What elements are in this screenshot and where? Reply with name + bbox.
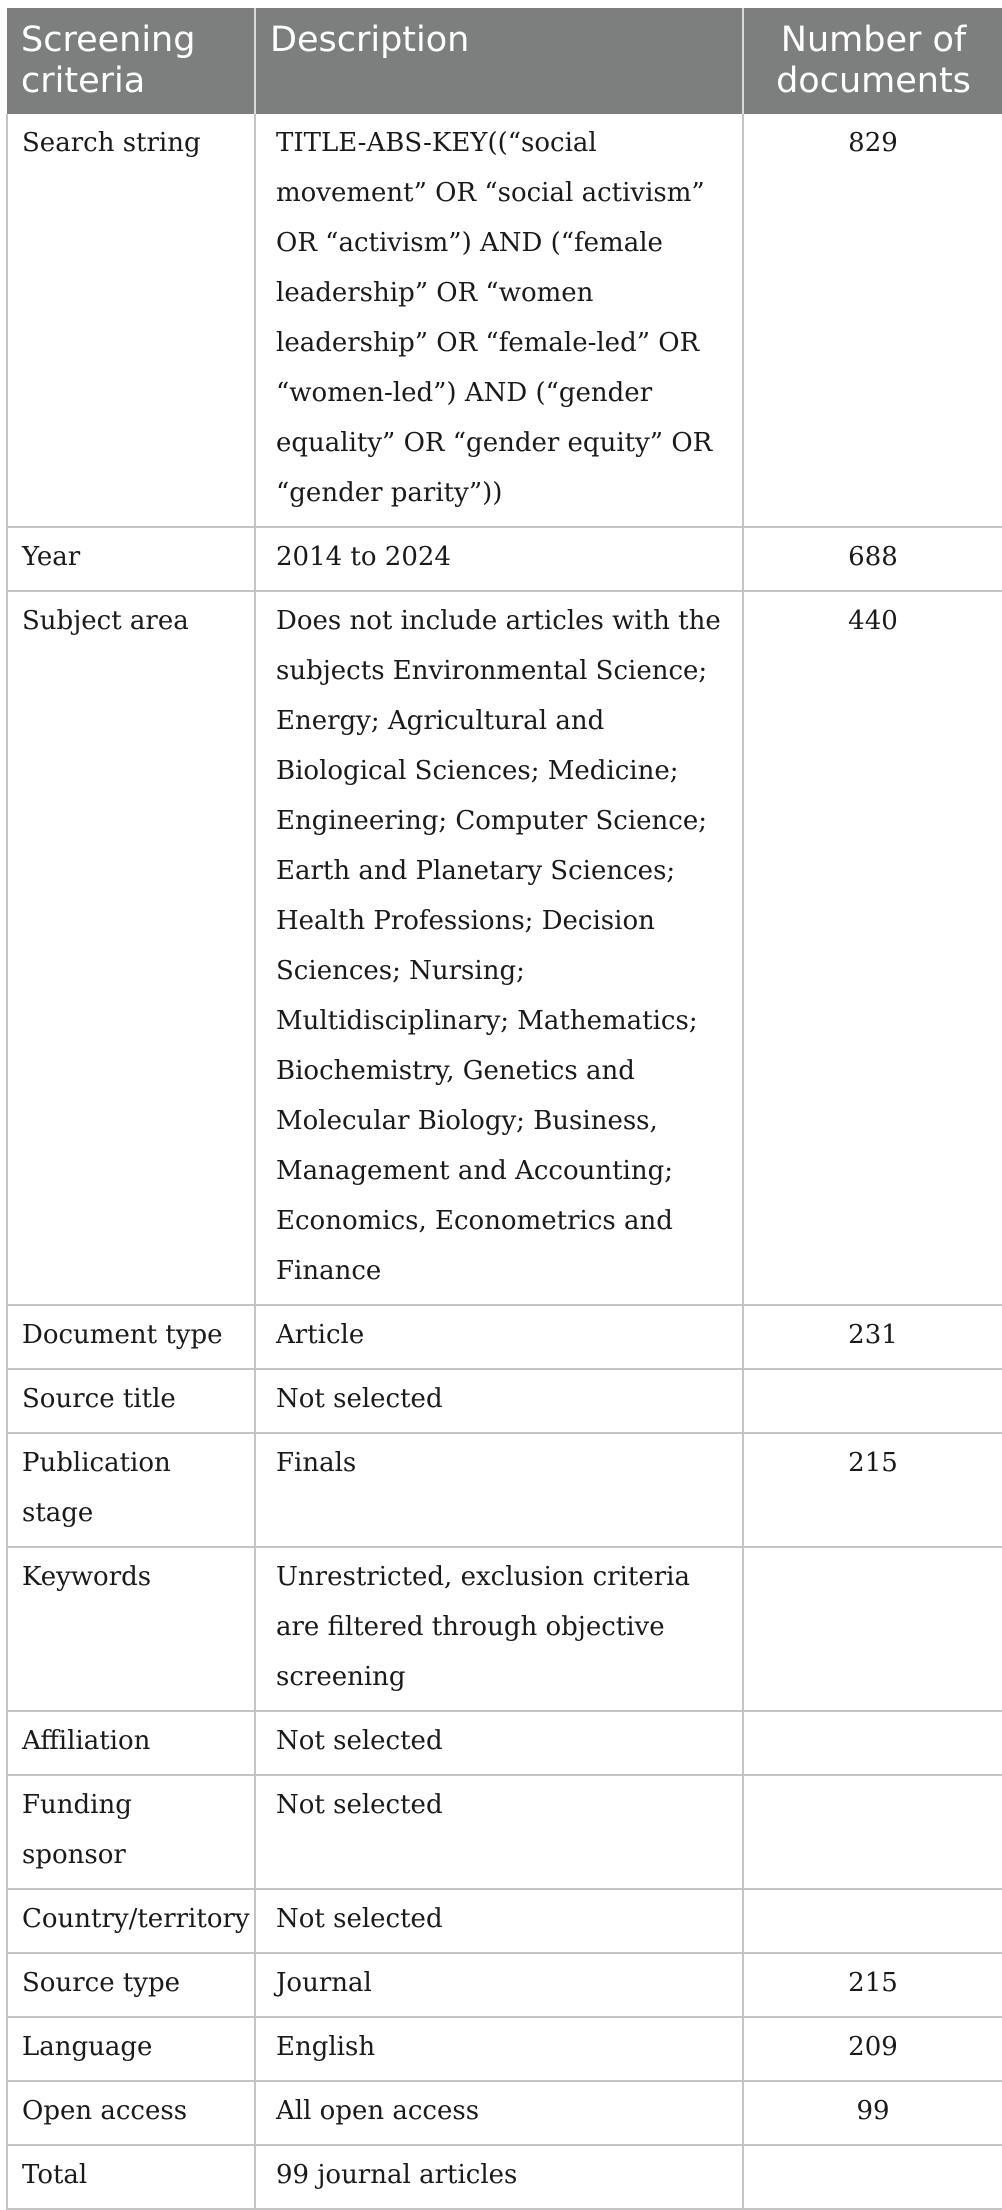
criteria-cell: Source title	[7, 1369, 255, 1433]
count-cell: 215	[743, 1953, 1002, 2017]
description-cell: 2014 to 2024	[255, 527, 743, 591]
description-cell: Not selected	[255, 1775, 743, 1889]
description-cell: English	[255, 2017, 743, 2081]
count-cell	[743, 1711, 1002, 1775]
table-row	[7, 1305, 1002, 1369]
description-cell: Not selected	[255, 1369, 743, 1433]
count-cell: 829	[743, 114, 1002, 527]
table-row	[7, 114, 1002, 527]
screening-table-container	[6, 8, 1002, 2210]
criteria-cell: Open access	[7, 2081, 255, 2145]
count-cell: 215	[743, 1433, 1002, 1547]
count-cell	[743, 1775, 1002, 1889]
criteria-cell: Source type	[7, 1953, 255, 2017]
criteria-cell: Affiliation	[7, 1711, 255, 1775]
header-row	[7, 8, 1002, 114]
table-row	[7, 1433, 1002, 1547]
count-cell: 99	[743, 2081, 1002, 2145]
table-row	[7, 1775, 1002, 1889]
criteria-cell: Keywords	[7, 1547, 255, 1711]
criteria-cell: Subject area	[7, 591, 255, 1305]
table-row	[7, 1889, 1002, 1953]
table-row	[7, 1547, 1002, 1711]
table-row	[7, 591, 1002, 1305]
table-row	[7, 1953, 1002, 2017]
count-cell	[743, 1889, 1002, 1953]
description-cell: Not selected	[255, 1711, 743, 1775]
description-cell: Finals	[255, 1433, 743, 1547]
description-cell: 99 journal articles	[255, 2145, 743, 2209]
criteria-cell: Total	[7, 2145, 255, 2209]
count-cell: 209	[743, 2017, 1002, 2081]
criteria-cell: Publication stage	[7, 1433, 255, 1547]
criteria-cell: Search string	[7, 114, 255, 527]
description-cell: TITLE-ABS-KEY((“social movement” OR “social activism” OR “activism”) AND (“female leadership” OR “women leadership” OR “female-led” OR “women-led”) AND (“gender equality” OR “gender equity” OR “gender parity”))	[255, 114, 743, 527]
description-cell: Unrestricted, exclusion criteria are filtered through objective screening	[255, 1547, 743, 1711]
description-cell: Not selected	[255, 1889, 743, 1953]
header-screening-criteria: Screening criteria	[7, 8, 255, 114]
table-body	[7, 114, 1002, 2209]
screening-criteria-table	[6, 8, 1002, 2210]
criteria-cell: Year	[7, 527, 255, 591]
count-cell: 688	[743, 527, 1002, 591]
table-row	[7, 527, 1002, 591]
count-cell: 440	[743, 591, 1002, 1305]
criteria-cell: Document type	[7, 1305, 255, 1369]
table-row	[7, 2081, 1002, 2145]
table-header	[7, 8, 1002, 114]
table-row	[7, 2017, 1002, 2081]
count-cell	[743, 1369, 1002, 1433]
header-description: Description	[255, 8, 743, 114]
description-cell: Article	[255, 1305, 743, 1369]
count-cell	[743, 1547, 1002, 1711]
table-row	[7, 1369, 1002, 1433]
count-cell: 231	[743, 1305, 1002, 1369]
description-cell: Does not include articles with the subjects Environmental Science; Energy; Agricultural and Biological Sciences; Medicine; Engineering; Computer Science; Earth and Planetary Sciences; Health Professions; Decision Sciences; Nursing; Multidisciplinary; Mathematics; Biochemistry, Genetics and Molecular Biology; Business, Management and Accounting; Economics, Econometrics and Finance	[255, 591, 743, 1305]
criteria-cell: Funding sponsor	[7, 1775, 255, 1889]
description-cell: All open access	[255, 2081, 743, 2145]
header-number-of-documents: Number of documents	[743, 8, 1002, 114]
table-row	[7, 1711, 1002, 1775]
criteria-cell: Country/territory	[7, 1889, 255, 1953]
table-row	[7, 2145, 1002, 2209]
criteria-cell: Language	[7, 2017, 255, 2081]
description-cell: Journal	[255, 1953, 743, 2017]
count-cell	[743, 2145, 1002, 2209]
